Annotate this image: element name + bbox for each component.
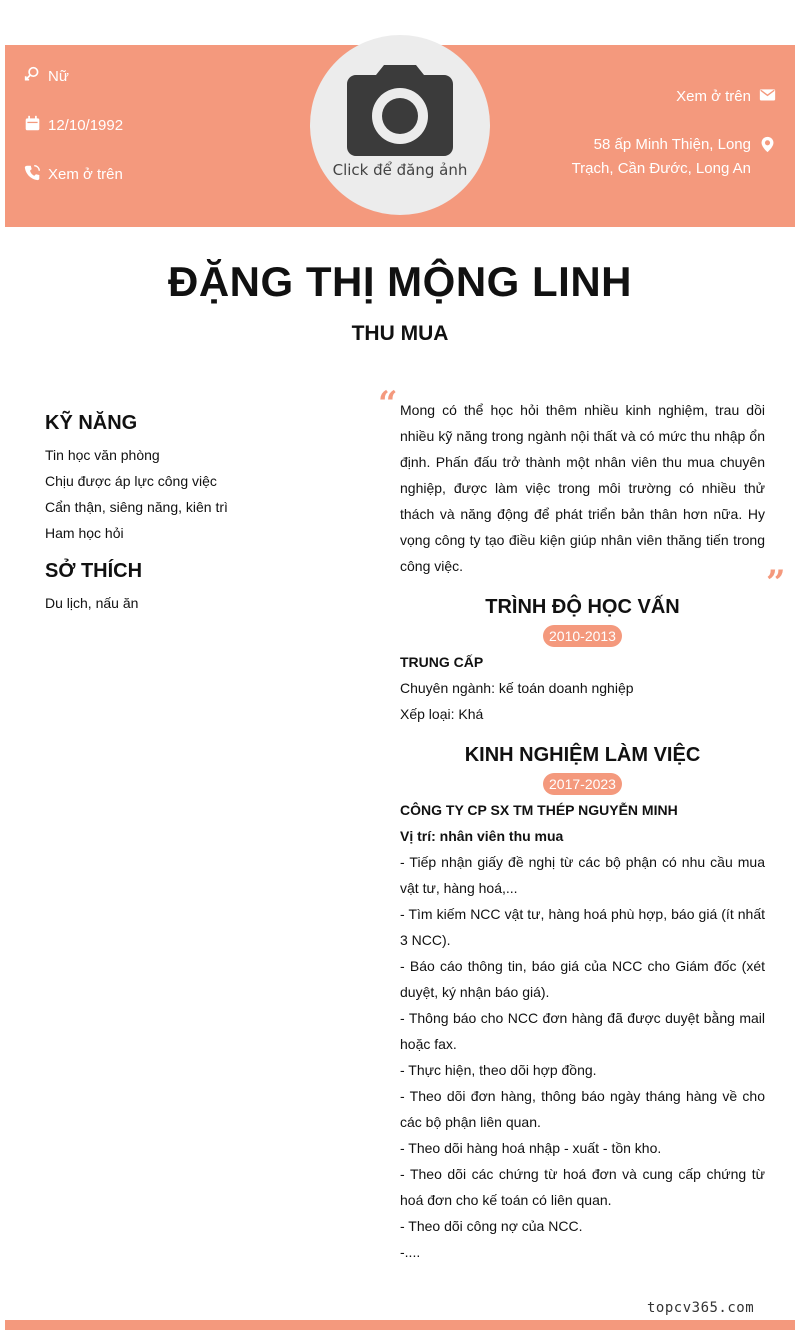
duty-item: - Theo dõi các chứng từ hoá đơn và cung cấp chứng từ hoá đơn cho kế toán có liên quan. [400, 1166, 765, 1208]
email-row [676, 86, 776, 107]
gender-text: Nữ [48, 68, 69, 85]
gender-row [24, 66, 69, 87]
experience-title: KINH NGHIỆM LÀM VIỆC [464, 744, 701, 766]
education-title: TRÌNH ĐỘ HỌC VẤN [485, 596, 680, 618]
open-quote-icon: “ [378, 384, 398, 424]
profile-photo-upload[interactable] [310, 35, 490, 215]
address-text: 58 ấp Minh Thiện, Long Trạch, Cần Đước, Long An [571, 136, 751, 177]
education-period-badge: 2010-2013 [543, 625, 622, 647]
skill-item: Chịu được áp lực công việc [45, 473, 217, 489]
education-major: Chuyên ngành: kế toán doanh nghiệp [400, 680, 634, 696]
location-pin-icon [759, 136, 776, 157]
birthday-text: 12/10/1992 [48, 117, 124, 134]
duty-item: - Báo cáo thông tin, báo giá của NCC cho Giám đốc (xét duyệt, ký nhận báo giá). [400, 958, 765, 1000]
education-grade: Xếp loại: Khá [400, 706, 484, 722]
phone-text: Xem ở trên [48, 166, 123, 183]
duty-item: - Theo dõi công nợ của NCC. [400, 1218, 583, 1234]
photo-caption: Click để đăng ảnh [332, 161, 468, 179]
hobbies-text: Du lịch, nấu ăn [45, 595, 139, 611]
duty-item: - Theo dõi đơn hàng, thông báo ngày tháng hàng về cho các bộ phận liên quan. [400, 1088, 765, 1130]
job-role: Vị trí: nhân viên thu mua [400, 828, 564, 844]
duty-item: - Theo dõi hàng hoá nhập - xuất - tồn kho. [400, 1140, 662, 1156]
duty-item: - Thông báo cho NCC đơn hàng đã được duyệt bằng mail hoặc fax. [400, 1010, 765, 1052]
hobbies-title: SỞ THÍCH [45, 560, 143, 582]
education-level: TRUNG CẤP [400, 654, 484, 670]
skill-item: Cẩn thận, siêng năng, kiên trì [45, 499, 228, 515]
duty-item: -.... [400, 1244, 421, 1260]
company-name: CÔNG TY CP SX TM THÉP NGUYỄN MINH [400, 802, 678, 818]
email-text: Xem ở trên [676, 88, 751, 105]
duty-item: - Tiếp nhận giấy đề nghị từ các bộ phận có nhu cầu mua vật tư, hàng hoá,... [400, 854, 765, 896]
duty-item: - Thực hiện, theo dõi hợp đồng. [400, 1062, 597, 1078]
birthday-row [24, 115, 123, 136]
left-column [45, 412, 345, 616]
address-row [551, 133, 776, 181]
experience-period-badge: 2017-2023 [543, 773, 622, 795]
candidate-name: ĐẶNG THỊ MỘNG LINH [168, 258, 632, 305]
skills-title: KỸ NĂNG [45, 412, 138, 434]
envelope-icon [759, 86, 776, 107]
skill-item: Tin học văn phòng [45, 447, 160, 463]
education-section [400, 596, 765, 727]
watermark-text: topcv365.com [647, 1300, 755, 1316]
calendar-icon [24, 115, 41, 136]
job-position: THU MUA [351, 322, 449, 345]
experience-section [400, 744, 765, 1265]
footer-band [5, 1320, 795, 1330]
phone-icon [24, 164, 41, 185]
gender-icon [24, 66, 41, 87]
camera-icon [346, 63, 454, 157]
duty-item: - Tìm kiếm NCC vật tư, hàng hoá phù hợp, báo giá (ít nhất 3 NCC). [400, 906, 765, 948]
close-quote-icon: ” [766, 563, 786, 603]
career-objective: Mong có thể học hỏi thêm nhiều kinh nghiệm, trau dồi nhiều kỹ năng trong ngành nội thất và có mức thu nhập ổn định. Phấn đấu trở thành một nhân viên thu mua chuyên nghiệp, được làm việc trong môi trường có nhiều thử thách và năng động để phát triển bản thân hơn nữa. Hy vọng công ty tạo điều kiện giúp nhân viên thăng tiến trong công việc. [400, 402, 765, 574]
phone-row [24, 164, 123, 185]
skill-item: Ham học hỏi [45, 525, 124, 541]
